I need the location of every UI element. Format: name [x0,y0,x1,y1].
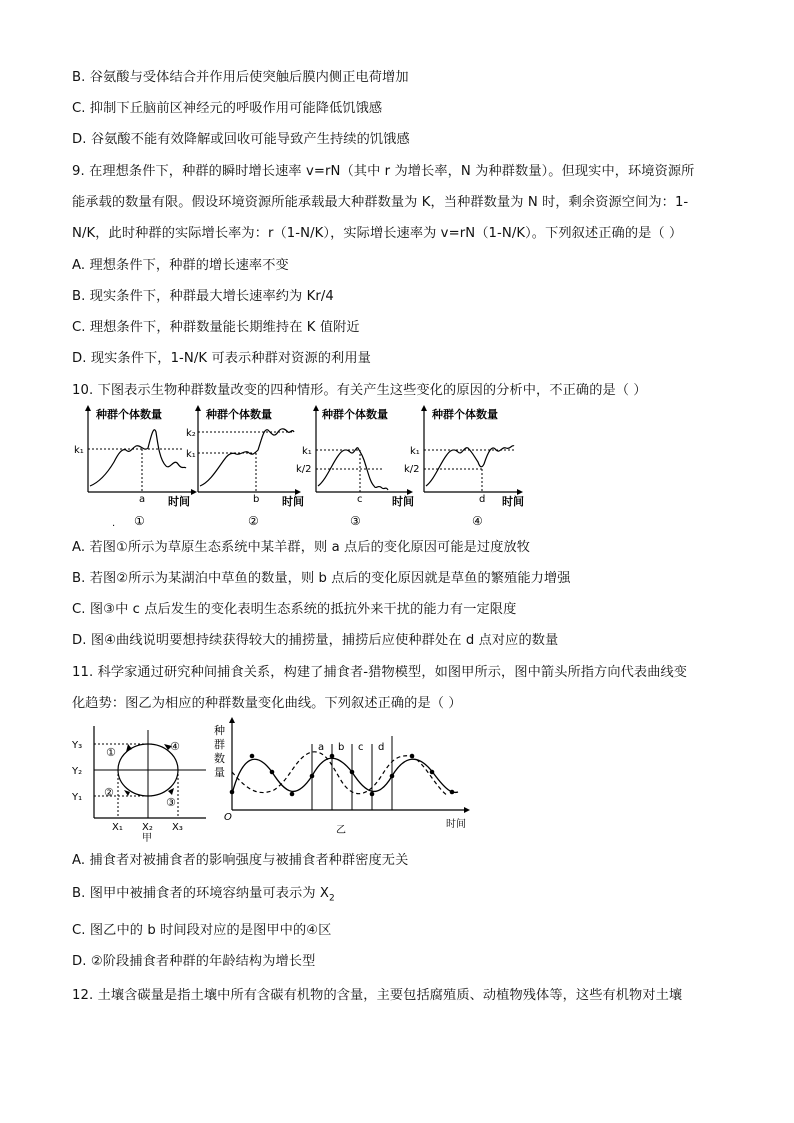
q11-yi-ylabel-2: 群 [214,738,225,751]
q10-p2-k2: k₂ [186,428,196,439]
q11-jia-zone-3: ③ [166,796,176,809]
q10-panel-1 [74,405,197,529]
q11-figure-jia [70,722,210,842]
q11-yi-seg-c: c [358,742,364,753]
q10-panel-3 [296,405,414,528]
q11-yi-markers [230,754,455,797]
q10-p2-xlabel: 时间 [282,495,304,508]
q10-p4-khalf: k/2 [404,464,420,475]
q9-stem-line2: 能承载的数量有限。假设环境资源所能承载最大种群数量为 K，当种群数量为 N 时，剩余资源空间为：1- [72,195,689,210]
q9-option-a: A. 理想条件下，种群的增长速率不变 [72,258,289,273]
q10-p1-caption: ① [134,514,145,528]
q11-jia-zone-1: ① [106,746,116,759]
q8-option-d: D. 谷氨酸不能有效降解或回收可能导致产生持续的饥饿感 [72,132,410,147]
q10-p4-xlabel: 时间 [502,495,524,508]
q9-option-b: B. 现实条件下，种群最大增长速率约为 Kr/4 [72,289,334,304]
q11-jia-caption: 甲 [142,833,152,842]
q10-p4-ylabel: 种群个体数量 [432,408,498,421]
q11-jia-x1: X₁ [112,822,123,833]
q10-p2-point: b [253,494,260,505]
q9-stem-line3: N/K，此时种群的实际增长率为：r（1-N/K），实际增长速率为 v=rN（1-N/K）。下列叙述正确的是（ ） [72,226,683,241]
q11-jia-x2: X₂ [142,822,153,833]
q10-p1-ylabel: 种群个体数量 [96,408,162,421]
q8-option-b: B. 谷氨酸与受体结合并作用后使突触后膜内侧正电荷增加 [72,70,409,85]
q10-p2-ylabel: 种群个体数量 [206,408,272,421]
q10-stem: 10. 下图表示生物种群数量改变的四种情形。有关产生这些变化的原因的分析中，不正确的是（ ） [72,383,647,398]
q10-p1-dot: . [112,518,116,529]
q11-jia-y3: Y₃ [72,740,83,751]
q11-yi-seg-a: a [318,742,325,753]
q11-yi-xlabel: 时间 [446,819,466,830]
q11-yi-prey-curve [232,758,458,794]
q11-option-b [72,882,335,904]
q11-jia-x3: X₃ [172,822,183,833]
q10-option-c: C. 图③中 c 点后发生的变化表明生态系统的抵抗外来干扰的能力有一定限度 [72,602,517,617]
q12-stem-line1: 12. 土壤含碳量是指土壤中所有含碳有机物的含量，主要包括腐殖质、动植物残体等，这些有机物对土壤 [72,988,683,1003]
q10-p1-xlabel: 时间 [168,495,190,508]
q11-jia-zone-2: ② [104,786,114,799]
q10-option-b: B. 若图②所示为某湖泊中草鱼的数量，则 b 点后的变化原因就是草鱼的繁殖能力增强 [72,571,571,586]
q11-option-a: A. 捕食者对被捕食者的影响强度与被捕食者种群密度无关 [72,853,409,868]
q10-figure [70,402,530,530]
q10-p3-xlabel: 时间 [392,495,414,508]
q10-option-d: D. 图④曲线说明要想持续获得较大的捕捞量，捕捞后应使种群处在 d 点对应的数量 [72,633,559,648]
q9-option-c: C. 理想条件下，种群数量能长期维持在 K 值附近 [72,320,360,335]
q11-yi-ylabel-4: 量 [214,766,225,779]
q10-p3-point: c [357,494,363,505]
q9-option-d: D. 现实条件下，1-N/K 可表示种群对资源的利用量 [72,351,371,366]
q11-jia-y2: Y₂ [72,766,83,777]
q11-jia-y1: Y₁ [72,792,83,803]
q11-yi-ylabel-1: 种 [214,724,225,737]
q10-panel-4 [404,405,524,528]
q10-p3-caption: ③ [350,514,361,528]
q8-option-c: C. 抑制下丘脑前区神经元的呼吸作用可能降低饥饿感 [72,101,383,116]
q10-panel-2 [186,405,304,528]
q11-stem-line2: 化趋势：图乙为相应的种群数量变化曲线。下列叙述正确的是（ ） [72,696,462,711]
q10-p3-khalf: k/2 [296,464,312,475]
q11-yi-caption: 乙 [336,825,346,834]
q10-p2-caption: ② [248,514,259,528]
q11-yi-ylabel-3: 数 [214,752,225,765]
q11-yi-predator-curve [232,752,448,796]
q10-p1-k1: k₁ [74,445,84,456]
q10-p1-point: a [139,494,146,505]
q11-option-d: D. ②阶段捕食者种群的年龄结构为增长型 [72,954,316,969]
q11-figure-yi [214,716,474,834]
q10-p4-k1: k₁ [410,446,420,457]
q10-p3-k1: k₁ [302,446,312,457]
q10-p4-caption: ④ [472,514,483,528]
q11-option-b-subscript: 2 [329,893,335,904]
q11-option-c: C. 图乙中的 b 时间段对应的是图甲中的④区 [72,923,332,938]
q11-yi-seg-d: d [378,742,385,753]
q11-option-b-text: B. 图甲中被捕食者的环境容纳量可表示为 X [72,886,330,901]
q11-stem-line1: 11. 科学家通过研究种间捕食关系，构建了捕食者-猎物模型，如图甲所示，图中箭头所指方向代表曲线变 [72,665,688,680]
q11-yi-origin: O [224,812,232,823]
q10-p3-ylabel: 种群个体数量 [322,408,388,421]
q10-p2-k1: k₁ [186,449,196,460]
q9-stem-line1: 9. 在理想条件下，种群的瞬时增长速率 v=rN（其中 r 为增长率，N 为种群数量）。但现实中，环境资源所 [72,164,695,179]
q10-p4-point: d [479,494,486,505]
q10-option-a: A. 若图①所示为草原生态系统中某羊群，则 a 点后的变化原因可能是过度放牧 [72,540,531,555]
q11-yi-seg-b: b [338,742,345,753]
q11-jia-zone-4: ④ [170,740,180,753]
